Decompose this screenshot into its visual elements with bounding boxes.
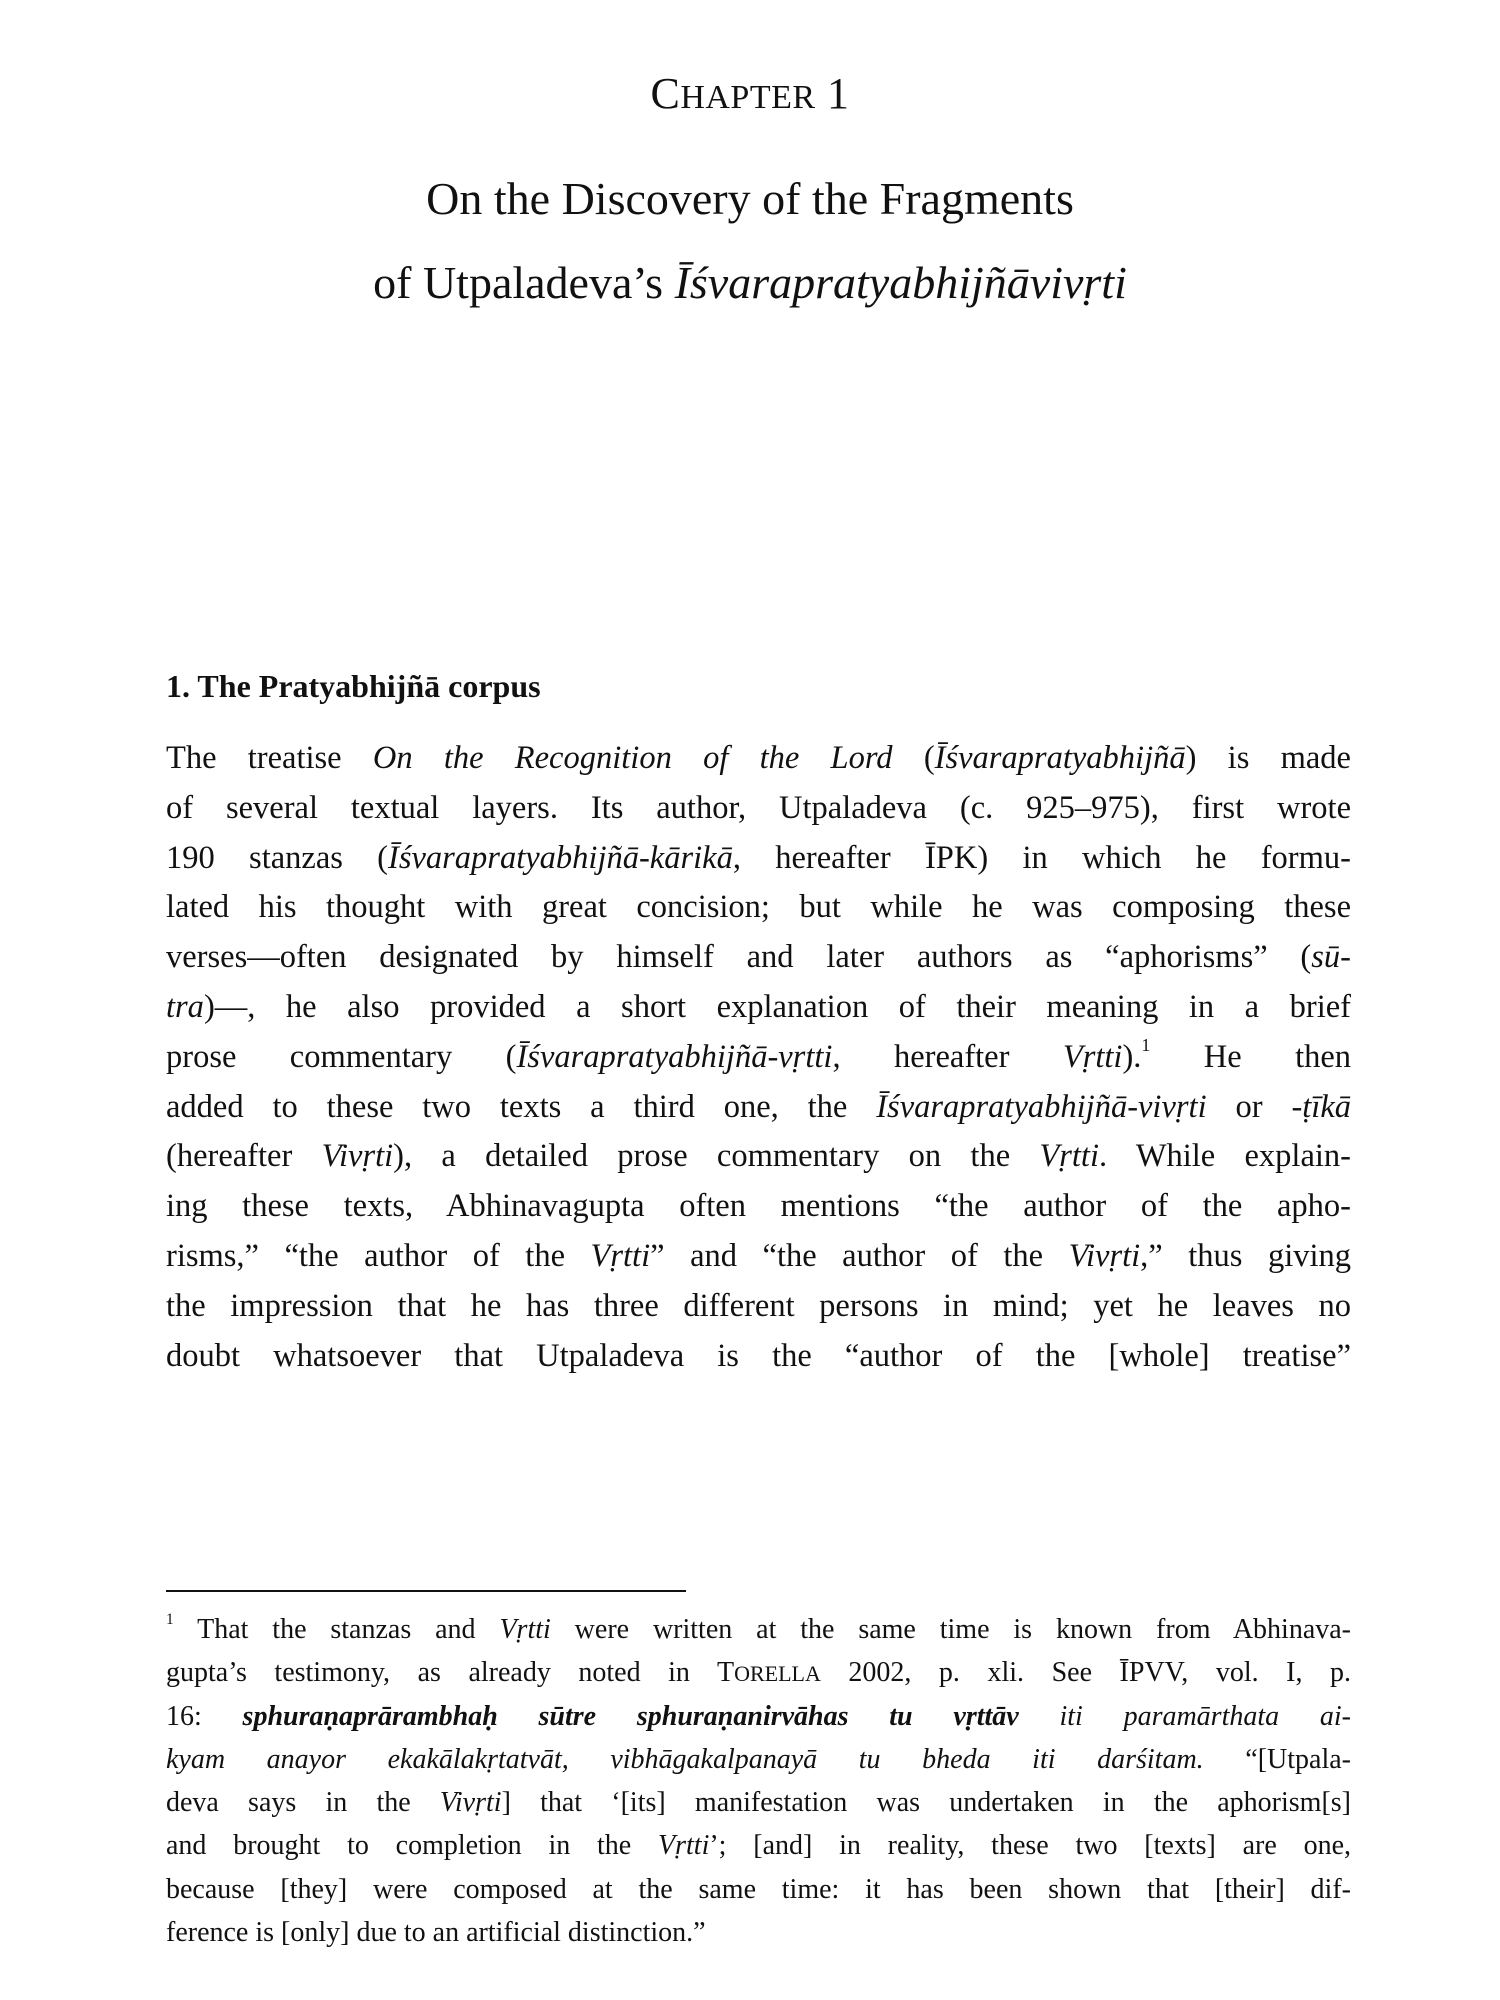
footnote-marker: 1: [166, 1611, 174, 1629]
footnote-line: $^1$ That the stanzas and Vṛtti were written at the same time is known from Abhinava-: [166, 1611, 1352, 1645]
footnote-line: kyam anayor ekakālakṛtatvāt, vibhāgakalpanayā tu bheda iti darśitam. “[Utpala-: [166, 1743, 1352, 1775]
body-line: The treatise On the Recognition of the Lord (Īśvarapratyabhijñā) is made: [166, 740, 1351, 776]
footnote: [166, 1608, 1351, 1954]
body-line: added to these two texts a third one, the Īśvarapratyabhijñā-vivṛti or -ṭīkā: [166, 1088, 1351, 1125]
body-line: (hereafter Vivṛti), a detailed prose commentary on the Vṛtti. While explain-: [166, 1138, 1351, 1175]
chapter-title-line-2: [0, 256, 1500, 309]
chapter-title-line-1: On the Discovery of the Fragments: [426, 173, 1074, 224]
chapter-label-initial: C: [650, 69, 681, 118]
footnote-line: deva says in the Vivṛti] that ‘[its] manifestation was undertaken in the aphorism[s]: [166, 1787, 1351, 1819]
chapter-label-rest: HAPTER: [680, 79, 816, 116]
body-line: ing these texts, Abhinavagupta often mentions “the author of the apho-: [166, 1188, 1351, 1225]
footnote-line: because [they] were composed at the same time: it has been shown that [their] dif-: [166, 1873, 1351, 1905]
body-line: risms,” “the author of the Vṛtti” and “the author of the Vivṛti,” thus giving: [166, 1237, 1352, 1274]
footnote-line: ference is [only] due to an artificial distinction.”: [166, 1917, 706, 1949]
body-line: lated his thought with great concision; but while he was composing these: [166, 889, 1351, 926]
footnote-divider: [166, 1590, 686, 1592]
body-line: prose commentary (Īśvarapratyabhijñā-vṛtti, hereafter Vṛtti).$^1$ He then: [166, 1034, 1352, 1075]
section-heading: 1. The Pratyabhijñā corpus: [166, 668, 541, 704]
body-line: the impression that he has three different persons in mind; yet he leaves no: [166, 1287, 1351, 1324]
chapter-number: 1: [827, 69, 850, 118]
body-line: verses—often designated by himself and later authors as “aphorisms” (sū-: [166, 939, 1351, 976]
body-line: doubt whatsoever that Utpaladeva is the “author of the [whole] treatise”: [166, 1337, 1351, 1374]
chapter-label: [0, 68, 1500, 119]
footnote-reference[interactable]: 1: [1141, 1034, 1151, 1055]
footnote-line: 16: sphuraṇaprārambhaḥ sūtre sphuraṇanirvāhas tu vṛttāv iti paramārthata ai-: [166, 1700, 1352, 1732]
body-paragraph: [166, 734, 1351, 1381]
chapter-title-prefix: of Utpaladeva’s: [373, 257, 664, 308]
body-line: of several textual layers. Its author, Utpaladeva (c. 925–975), first wrote: [166, 789, 1351, 826]
chapter-title-work-name: Īśvarapratyabhijñāvivṛti: [674, 257, 1127, 308]
body-line: tra)—, he also provided a short explanation of their meaning in a brief: [166, 988, 1351, 1025]
footnote-line: gupta’s testimony, as already noted in TORELLA 2002, p. xli. See ĪPVV, vol. I, p.: [166, 1657, 1352, 1689]
footnote-line: and brought to completion in the Vṛtti’; [and] in reality, these two [texts] are one,: [166, 1830, 1351, 1862]
body-line: 190 stanzas (Īśvarapratyabhijñā-kārikā, hereafter ĪPK) in which he formu-: [166, 839, 1351, 876]
